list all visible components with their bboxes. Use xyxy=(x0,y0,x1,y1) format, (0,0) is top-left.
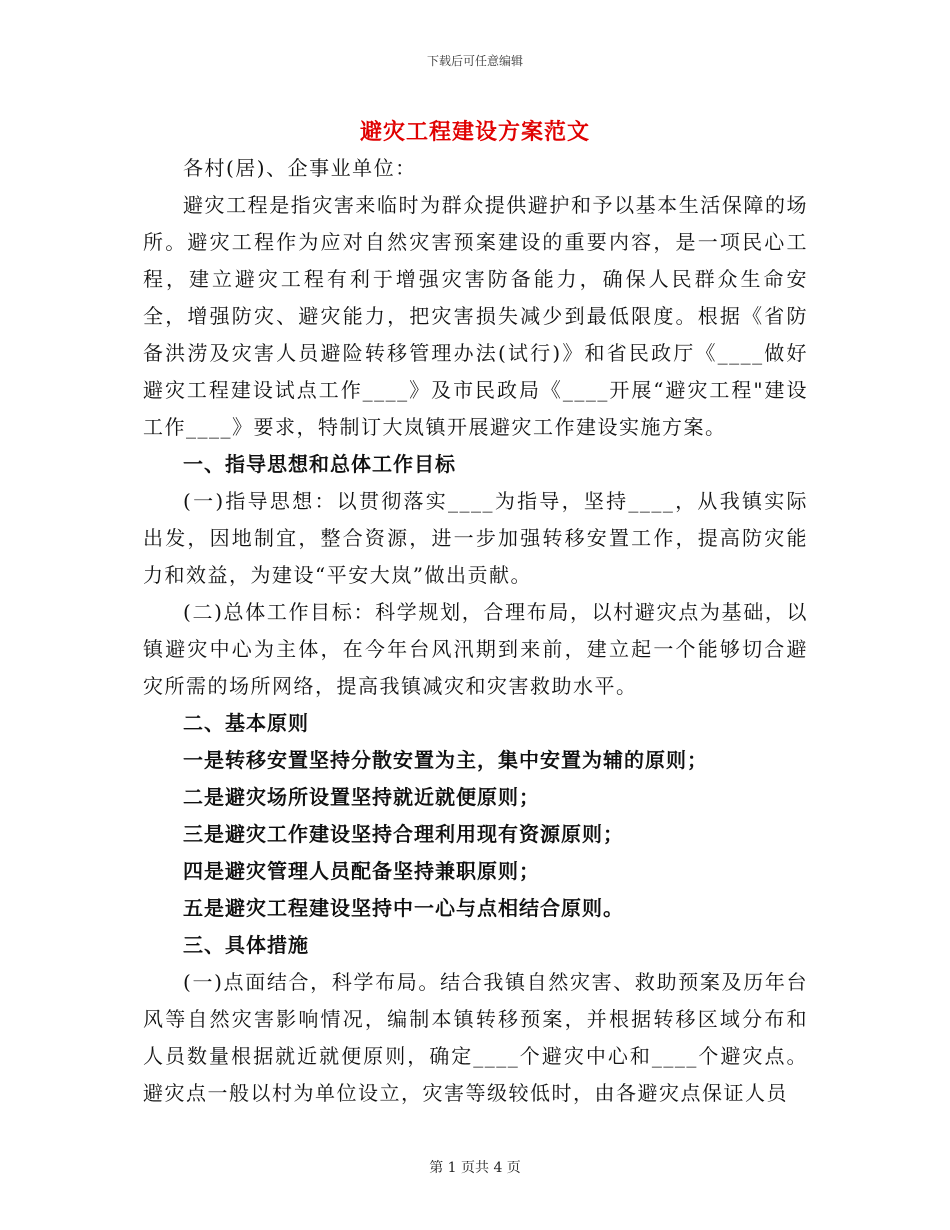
salutation: 各村(居)、企事业单位： xyxy=(183,156,417,180)
guiding-thought-paragraph: (一)指导思想：以贯彻落实____为指导，坚持____，从我镇实际出发，因地制宜，整合资源，进一步加强转移安置工作，提高防灾能力和效益，为建设“平安大岚”做出贡献。 xyxy=(143,489,808,587)
page-footer: 第 1 页共 4 页 xyxy=(429,1160,521,1176)
principle-item: 二是避灾场所设置坚持就近就便原则； xyxy=(183,785,540,809)
overall-goal-paragraph: (二)总体工作目标：科学规划，合理布局，以村避灾点为基础，以镇避灾中心为主体，在今年台风汛期到来前，建立起一个能够切合避灾所需的场所网络，提高我镇减灾和灾害救助水平。 xyxy=(143,600,808,698)
document-title: 避灾工程建设方案范文 xyxy=(359,119,590,145)
principle-item: 四是避灾管理人员配备坚持兼职原则； xyxy=(183,859,540,883)
measures-paragraph: (一)点面结合，科学布局。结合我镇自然灾害、救助预案及历年台风等自然灾害影响情况，编制本镇转移预案，并根据转移区域分布和人员数量根据就近就便原则，确定____个避灾中心和____个避灾点。避灾点一般以村为单位设立，灾害等级较低时，由各避灾点保证人员 xyxy=(143,970,808,1105)
document-body xyxy=(143,150,808,1112)
section-3-heading: 三、具体措施 xyxy=(183,933,309,957)
header-note: 下载后可任意编辑 xyxy=(426,54,523,68)
principle-item: 五是避灾工程建设坚持中一心与点相结合原则。 xyxy=(183,896,624,920)
principle-item: 三是避灾工作建设坚持合理利用现有资源原则； xyxy=(183,822,624,846)
principle-item: 一是转移安置坚持分散安置为主，集中安置为辅的原则； xyxy=(183,748,708,772)
intro-paragraph: 避灾工程是指灾害来临时为群众提供避护和予以基本生活保障的场所。避灾工程作为应对自然灾害预案建设的重要内容，是一项民心工程，建立避灾工程有利于增强灾害防备能力，确保人民群众生命安全，增强防灾、避灾能力，把灾害损失减少到最低限度。根据《省防备洪涝及灾害人员避险转移管理办法(试行)》和省民政厅《____做好避灾工程建设试点工作____》及市民政局《____开展“避灾工程"建设工作____》要求，特制订大岚镇开展避灾工作建设实施方案。 xyxy=(143,193,808,439)
section-1-heading: 一、指导思想和总体工作目标 xyxy=(183,452,456,476)
section-2-heading: 二、基本原则 xyxy=(183,711,309,735)
